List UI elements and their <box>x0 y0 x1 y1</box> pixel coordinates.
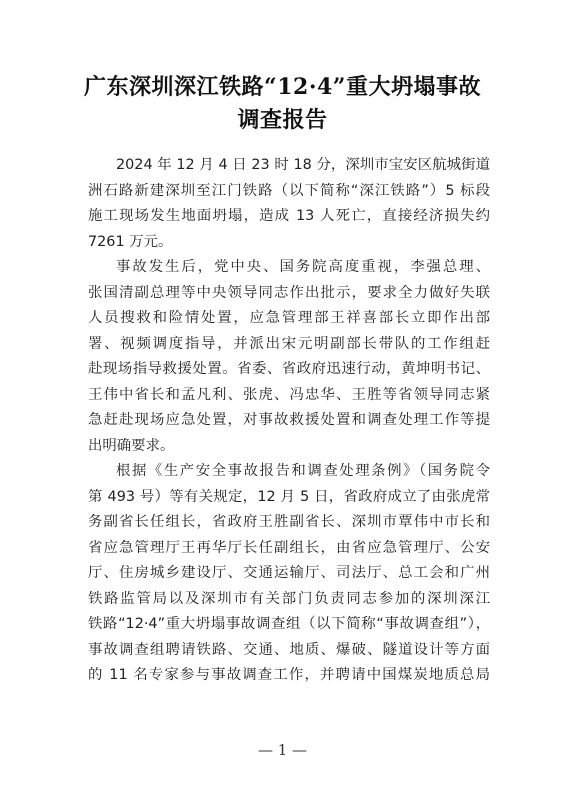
body-line: 2024 年 12 月 4 日 23 时 18 分，深圳市宝安区航城街道 <box>116 157 490 173</box>
body-line: 署、视频调度指导，并派出宋元明副部长带队的工作组赶 <box>88 335 490 352</box>
body-line: 洲石路新建深圳至江门铁路（以下简称“深江铁路”）5 标段 <box>88 182 490 199</box>
body-line: 7261 万元。 <box>88 233 173 250</box>
page-number: — 1 — <box>257 741 308 759</box>
body-line: 根据《生产安全事故报告和调查处理条例》（国务院令 <box>116 463 490 479</box>
body-line: 急赶赴现场应急处置，对事故救援处置和调查处理工作等提 <box>88 412 490 428</box>
document-body <box>88 153 490 689</box>
body-line: 务副省长任组长，省政府王胜副省长、深圳市覃伟中市长和 <box>88 514 490 530</box>
body-line: 铁路“12·4”重大坍塌事故调查组（以下简称“事故调查组”）， <box>88 616 490 632</box>
body-line: 省应急管理厅王再华厅长任副组长，由省应急管理厅、公安 <box>88 539 490 556</box>
body-line: 张国清副总理等中央领导同志作出批示，要求全力做好失联 <box>88 284 490 301</box>
body-line: 铁路监管局以及深圳市有关部门负责同志参加的深圳深江 <box>88 590 490 607</box>
body-line: 出明确要求。 <box>88 437 175 454</box>
document-title-line-2: 调查报告 <box>237 107 328 133</box>
body-line: 人员搜救和险情处置，应急管理部王祥喜部长立即作出部 <box>88 310 490 326</box>
body-line: 王伟中省长和孟凡利、张虎、冯忠华、王胜等省领导同志紧 <box>88 386 490 403</box>
document-title-line-1: 广东深圳深江铁路“12·4”重大坍塌事故 <box>84 74 481 100</box>
body-line: 事故调查组聘请铁路、交通、地质、爆破、隧道设计等方面 <box>88 641 490 658</box>
body-line: 事故发生后，党中央、国务院高度重视，李强总理、 <box>116 259 490 275</box>
body-line: 施工现场发生地面坍塌，造成 13 人死亡，直接经济损失约 <box>88 208 490 224</box>
body-line: 的 11 名专家参与事故调查工作，并聘请中国煤炭地质总局 <box>88 667 490 683</box>
body-line: 第 493 号）等有关规定，12 月 5 日，省政府成立了由张虎常 <box>88 488 490 505</box>
body-line: 厅、住房城乡建设厅、交通运输厅、司法厅、总工会和广州 <box>88 565 490 581</box>
body-line: 赴现场指导救援处置。省委、省政府迅速行动，黄坤明书记、 <box>88 361 490 377</box>
